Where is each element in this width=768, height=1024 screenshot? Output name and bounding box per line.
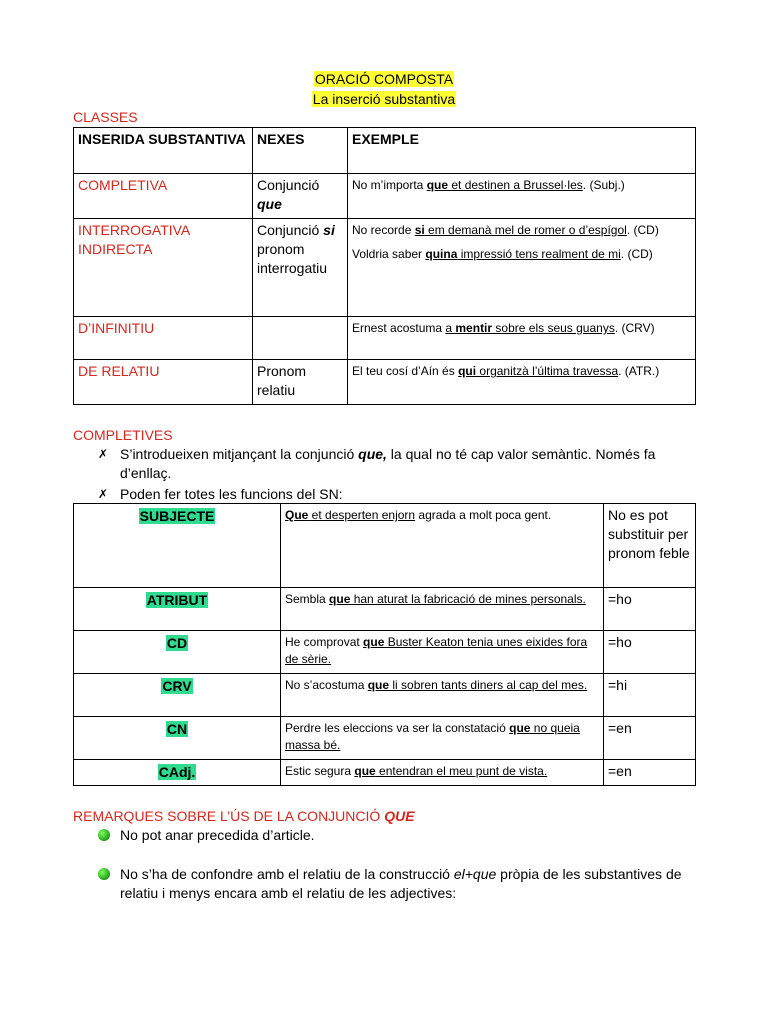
example-cell: El teu cosí d’Aín és qui organitzà l’última travessa. (ATR.) bbox=[348, 360, 696, 405]
functions-table bbox=[73, 503, 696, 786]
green-bullet-icon bbox=[98, 868, 110, 880]
function-cell: CD bbox=[74, 631, 281, 674]
table-row bbox=[74, 760, 696, 786]
list-item: No s’ha de confondre amb el relatiu de la construcció el+que pròpia de les substantives de relatiu i menys encara amb el relatiu de les adjectives: bbox=[120, 866, 682, 901]
table-row bbox=[74, 174, 696, 219]
function-cell: ATRIBUT bbox=[74, 588, 281, 631]
classes-heading: CLASSES bbox=[73, 109, 138, 125]
example-cell: Que et desperten enjorn agrada a molt poca gent. bbox=[281, 504, 604, 588]
cross-icon: ✗ bbox=[98, 487, 109, 501]
example-cell: Ernest acostuma a mentir sobre els seus guanys. (CRV) bbox=[348, 317, 696, 360]
table-row bbox=[74, 674, 696, 717]
table-row bbox=[74, 219, 696, 317]
function-cell: CAdj. bbox=[74, 760, 281, 786]
class-name: DE RELATIU bbox=[74, 360, 253, 405]
example-cell: Sembla que han aturat la fabricació de mines personals. bbox=[281, 588, 604, 631]
function-cell: SUBJECTE bbox=[74, 504, 281, 588]
table-row bbox=[74, 588, 696, 631]
example-cell: Estic segura que entendran el meu punt de vista. bbox=[281, 760, 604, 786]
substitution-cell: No es pot substituir per pronom feble bbox=[604, 504, 696, 588]
cross-icon: ✗ bbox=[98, 447, 109, 461]
header-nexes: NEXES bbox=[253, 128, 348, 174]
function-cell: CN bbox=[74, 717, 281, 760]
nexe-cell: Pronom relatiu bbox=[253, 360, 348, 405]
header-exemple: EXEMPLE bbox=[348, 128, 696, 174]
nexe-cell bbox=[253, 317, 348, 360]
table-row bbox=[74, 360, 696, 405]
function-cell: CRV bbox=[74, 674, 281, 717]
class-name: COMPLETIVA bbox=[74, 174, 253, 219]
substitution-cell: =en bbox=[604, 717, 696, 760]
list-item: ✗ S’introdueixen mitjançant la conjunció que, la qual no té cap valor semàntic. Només fa d’enllaç. bbox=[98, 446, 656, 481]
page-title: ORACIÓ COMPOSTA bbox=[314, 71, 454, 87]
header-inserida: INSERIDA SUBSTANTIVA bbox=[74, 128, 253, 174]
substitution-cell: =en bbox=[604, 760, 696, 786]
list-item: ✗ Poden fer totes les funcions del SN: bbox=[98, 486, 343, 502]
example-cell: He comprovat que Buster Keaton tenia unes eixides fora de sèrie. bbox=[281, 631, 604, 674]
class-name: D’INFINITIU bbox=[74, 317, 253, 360]
example-cell: No m’importa que et destinen a Brussel·les. (Subj.) bbox=[348, 174, 696, 219]
example-cell: No s’acostuma que li sobren tants diners al cap del mes. bbox=[281, 674, 604, 717]
table-header-row bbox=[74, 128, 696, 174]
nexe-cell: Conjunció que bbox=[253, 174, 348, 219]
table-row bbox=[74, 504, 696, 588]
substitution-cell: =ho bbox=[604, 588, 696, 631]
example-cell: Perdre les eleccions va ser la constatació que no queia massa bé. bbox=[281, 717, 604, 760]
green-bullet-icon bbox=[98, 829, 110, 841]
list-item: No pot anar precedida d’article. bbox=[120, 827, 315, 843]
classes-table bbox=[73, 127, 696, 405]
example-cell: No recorde si em demanà mel de romer o d’espígol. (CD) Voldria saber quina impressió tens realment de mi. (CD) bbox=[348, 219, 696, 317]
class-name: INTERROGATIVA INDIRECTA bbox=[74, 219, 253, 317]
page-subtitle: La inserció substantiva bbox=[312, 91, 456, 107]
table-row bbox=[74, 717, 696, 760]
nexe-cell: Conjunció si pronom interrogatiu bbox=[253, 219, 348, 317]
remarques-heading: REMARQUES SOBRE L’ÚS DE LA CONJUNCIÓ QUE bbox=[73, 808, 415, 824]
table-row bbox=[74, 631, 696, 674]
table-row bbox=[74, 317, 696, 360]
substitution-cell: =ho bbox=[604, 631, 696, 674]
completives-heading: COMPLETIVES bbox=[73, 427, 173, 443]
substitution-cell: =hi bbox=[604, 674, 696, 717]
